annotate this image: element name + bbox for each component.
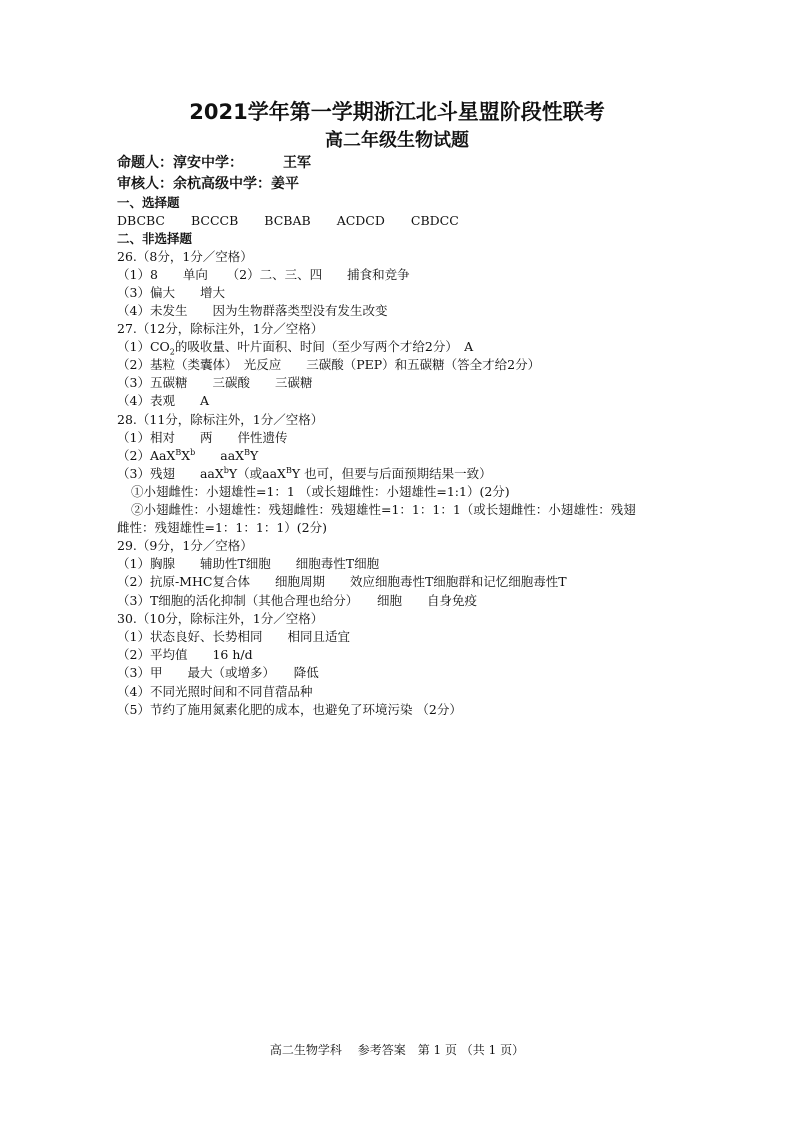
- q28-superscript: B: [175, 447, 182, 457]
- q30-answer-line: （5）节约了施用氮素化肥的成本，也避免了环境污染 （2分）: [117, 702, 462, 717]
- setter-line: [117, 153, 311, 173]
- setter-name: 王军: [283, 155, 311, 171]
- q28-text: （3）残翅 aaX: [117, 466, 224, 481]
- q28-text: （2）AaX: [117, 448, 176, 463]
- q28-superscript: b: [190, 447, 196, 457]
- mc-answer-group: BCBAB: [264, 213, 311, 228]
- q27-subscript: 2: [169, 347, 175, 357]
- q28-genotype-line: [117, 465, 492, 483]
- q28-answer-line: （1）相对 两 伴性遗传: [117, 430, 288, 445]
- mc-answer-group: ACDCD: [336, 213, 385, 228]
- q27-answer-line: [117, 338, 473, 356]
- section-non-choice-heading: 二、非选择题: [117, 231, 193, 246]
- q29-answer-line: （2）抗原-MHC复合体 细胞周期 效应细胞毒性T细胞群和记忆细胞毒性T: [117, 574, 567, 589]
- q26-answer-line: （1）8 单向 （2）二、三、四 捕食和竞争: [117, 267, 410, 282]
- setter-label: 命题人：淳安中学：: [117, 155, 243, 171]
- q29-answer-line: （1）胸腺 辅助性T细胞 细胞毒性T细胞: [117, 556, 380, 571]
- q29-answer-line: （3）T细胞的活化抑制（其他合理也给分） 细胞 自身免疫: [117, 593, 478, 608]
- q30-answer-line: （3）甲 最大（或增多） 降低: [117, 665, 319, 680]
- q30-answer-line: （4）不同光照时间和不同苜蓿品种: [117, 684, 313, 699]
- q26-heading: 26.（8分，1分／空格）: [117, 249, 253, 264]
- q27-answer-line: （4）表观 A: [117, 393, 209, 408]
- q29-heading: 29.（9分，1分／空格）: [117, 538, 253, 553]
- q28-superscript: b: [223, 465, 229, 475]
- reviewer-line: 审核人：余杭高级中学：姜平: [117, 176, 299, 192]
- q28-text: Y 也可，但要与后面预期结果一致）: [291, 466, 492, 481]
- section-multiple-choice-heading: 一、选择题: [117, 195, 180, 210]
- q27-text: （1）CO: [117, 339, 170, 354]
- q28-text: Y（或aaX: [228, 466, 286, 481]
- q28-heading: 28.（11分，除标注外，1分／空格）: [117, 412, 324, 427]
- q28-text: X: [181, 448, 191, 463]
- q26-answer-line: （3）偏大 增大: [117, 285, 225, 300]
- mc-answer-group: CBDCC: [410, 213, 459, 228]
- q28-superscript: B: [244, 447, 250, 457]
- q27-answer-line: （2）基粒（类囊体） 光反应 三碳酸（PEP）和五碳糖（答全才给2分）: [117, 357, 541, 372]
- mc-answers-line: [117, 212, 459, 230]
- q27-text: 的吸收量、叶片面积、时间（至少写两个才给2分） A: [174, 339, 474, 354]
- mc-answer-group: DBCBC: [117, 213, 165, 228]
- q27-answer-line: （3）五碳糖 三碳酸 三碳糖: [117, 375, 313, 390]
- page-footer: 高二生物学科 参考答案 第 1 页 （共 1 页）: [269, 1043, 525, 1057]
- q28-text: aaX: [195, 448, 245, 463]
- q28-text: Y: [249, 448, 259, 463]
- q30-answer-line: （1）状态良好、长势相同 相同且适宜: [117, 629, 350, 644]
- q30-heading: 30.（10分，除标注外，1分／空格）: [117, 611, 324, 626]
- page-subtitle: 高二年级生物试题: [325, 130, 469, 151]
- q28-genotype-line: [117, 447, 258, 465]
- q27-heading: 27.（12分，除标注外，1分／空格）: [117, 321, 324, 336]
- q28-expected-result-2: ②小翅雌性：小翅雄性：残翅雌性：残翅雄性=1：1：1：1（或长翅雌性：小翅雄性：残翅: [131, 502, 636, 517]
- q28-expected-result-2-cont: 雌性：残翅雄性=1：1：1：1）(2分): [117, 520, 327, 535]
- q26-answer-line: （4）未发生 因为生物群落类型没有发生改变: [117, 303, 388, 318]
- mc-answer-group: BCCCB: [191, 213, 239, 228]
- q30-answer-line: （2）平均值 16 h/d: [117, 647, 253, 662]
- q28-expected-result-1: ①小翅雌性：小翅雄性=1：1 （或长翅雌性：小翅雄性=1:1）(2分): [131, 484, 510, 499]
- q28-superscript: B: [285, 465, 292, 475]
- page-title: 2021学年第一学期浙江北斗星盟阶段性联考: [189, 100, 605, 124]
